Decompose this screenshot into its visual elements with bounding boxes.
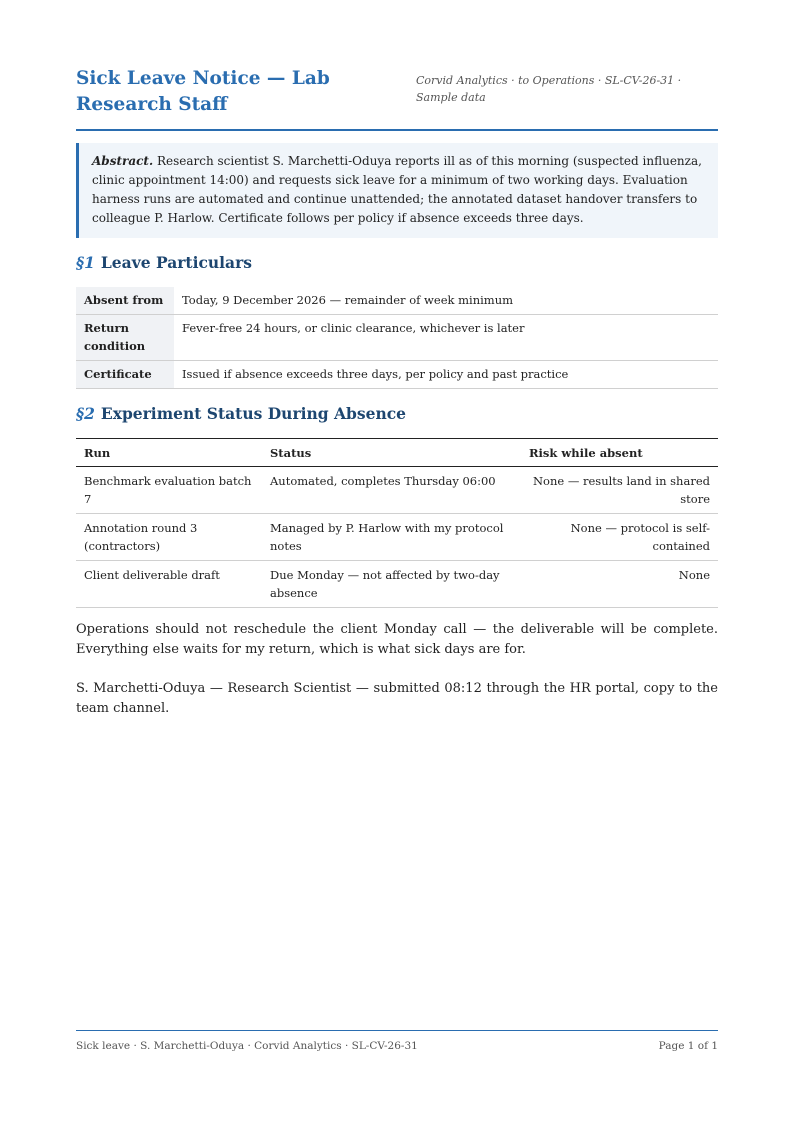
document-title: Sick Leave Notice — Lab Research Staff [76, 68, 330, 115]
section-1-title: Leave Particulars [100, 253, 252, 272]
document-meta: Corvid Analytics · to Operations · SL-CV-26-31 · Sample data [416, 74, 682, 104]
column-header-status: Status [262, 439, 521, 467]
leave-particulars-table [76, 287, 718, 389]
table-header-row [76, 439, 718, 467]
section-2-heading [76, 404, 718, 424]
section-2-title: Experiment Status During Absence [100, 404, 407, 423]
table-row [76, 287, 718, 315]
page-number: Page 1 of 1 [658, 1040, 718, 1052]
row-value: Today, 9 December 2026 — remainder of week minimum [174, 287, 718, 315]
row-key: Certificate [76, 361, 174, 389]
cell-risk: None — protocol is self-contained [521, 514, 718, 561]
document-page [76, 66, 718, 719]
row-value: Issued if absence exceeds three days, per policy and past practice [174, 361, 718, 389]
section-1-heading [76, 253, 718, 273]
table-row [76, 315, 718, 361]
row-key: Return condition [76, 315, 174, 361]
cell-run: Annotation round 3 (contractors) [76, 514, 262, 561]
abstract-box [76, 143, 718, 238]
abstract-text: Research scientist S. Marchetti-Oduya reports ill as of this morning (suspected influenza, clinic appointment 14:00) and requests sick leave for a minimum of two working days. Evaluation harness runs are automated and continue unattended; the annotated dataset handover transfers to colleague P. Harlow. Certificate follows per policy if absence exceeds three days. [92, 154, 702, 225]
column-header-run: Run [76, 439, 262, 467]
cell-status: Automated, completes Thursday 06:00 [262, 467, 521, 514]
cell-risk: None [521, 561, 718, 608]
experiment-status-table [76, 438, 718, 608]
footer-left-text: Sick leave · S. Marchetti-Oduya · Corvid Analytics · SL-CV-26-31 [76, 1040, 418, 1052]
page-footer [76, 1030, 718, 1052]
cell-status: Managed by P. Harlow with my protocol notes [262, 514, 521, 561]
table-row [76, 514, 718, 561]
abstract-lead: Abstract. [92, 154, 154, 168]
table-row [76, 361, 718, 389]
table-row [76, 561, 718, 608]
section-1-number: §1 [76, 253, 95, 272]
document-header [76, 66, 718, 131]
row-value: Fever-free 24 hours, or clinic clearance, whichever is later [174, 315, 718, 361]
body-paragraph: Operations should not reschedule the client Monday call — the deliverable will be complete. Everything else waits for my return, which is what sick days are for. [76, 622, 718, 657]
section-2-number: §2 [76, 404, 95, 423]
signature-paragraph: S. Marchetti-Oduya — Research Scientist — submitted 08:12 through the HR portal, copy to the team channel. [76, 681, 718, 716]
row-key: Absent from [76, 287, 174, 315]
cell-run: Benchmark evaluation batch 7 [76, 467, 262, 514]
cell-run: Client deliverable draft [76, 561, 262, 608]
cell-status: Due Monday — not affected by two-day absence [262, 561, 521, 608]
table-row [76, 467, 718, 514]
column-header-risk: Risk while absent [521, 439, 718, 467]
cell-risk: None — results land in shared store [521, 467, 718, 514]
